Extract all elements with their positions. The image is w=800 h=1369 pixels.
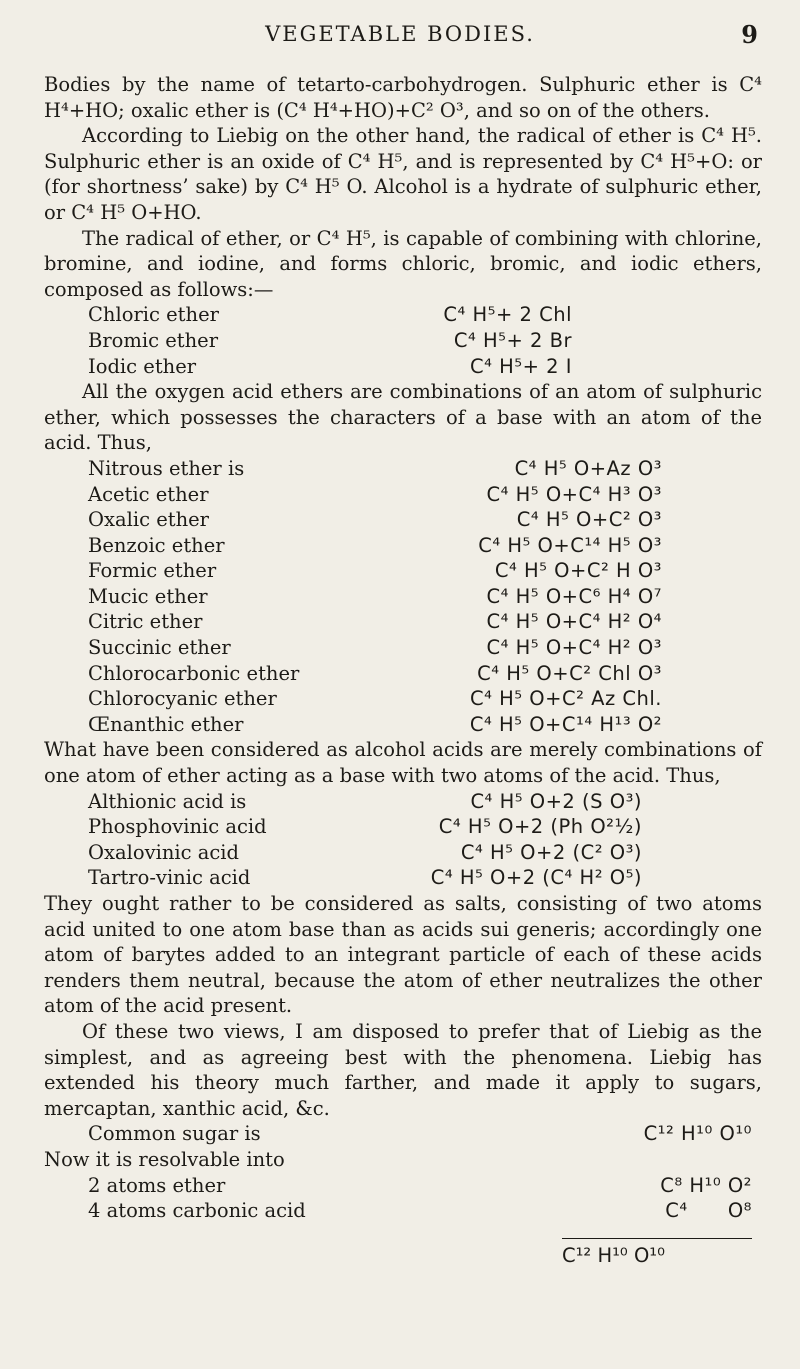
acid-formula: C⁴ H⁵ O+2 (Ph O²½): [438, 815, 642, 839]
ether-formula: C⁴ H⁵ O+C⁴ H² O³: [486, 636, 662, 660]
ether-formula: C⁴ H⁵ O+C⁴ H² O⁴: [486, 610, 662, 634]
page-number: 9: [741, 20, 758, 49]
ether-name: Chloric ether: [88, 303, 219, 327]
paragraph-1: Bodies by the name of tetarto-carbohydrogen. Sulphuric ether is C⁴ H⁴+HO; oxalic ether is (C⁴ H⁴+HO)+C² O³, and so on of the others.: [44, 73, 762, 122]
ether-formula: C⁴ H⁵ O+C⁴ H³ O³: [486, 482, 662, 506]
ether-name: Iodic ether: [88, 354, 197, 378]
table-row: [44, 814, 762, 840]
ether-formula: C⁴ H⁵+ 2 Chl: [443, 303, 572, 327]
page-header: [0, 22, 800, 52]
ether-name: Œnanthic ether: [88, 712, 244, 736]
alcohol-acids-table: [44, 789, 762, 891]
ether-name: Acetic ether: [88, 482, 209, 506]
ether-formula: C⁴ H⁵ O+C² O³: [516, 508, 662, 532]
ether-name: Chlorocarbonic ether: [88, 661, 300, 685]
table-row: [44, 354, 762, 380]
table-row: [44, 302, 762, 328]
acid-formula: C⁴ H⁵ O+2 (C² O³): [460, 840, 642, 864]
ether-name: Nitrous ether is: [88, 456, 245, 480]
running-title: VEGETABLE BODIES.: [265, 22, 535, 46]
ether-formula: C⁴ H⁵ O+C² Chl O³: [477, 661, 662, 685]
page-body: [44, 72, 762, 1267]
ether-name: Bromic ether: [88, 328, 219, 352]
ether-name: Oxalic ether: [88, 508, 209, 532]
ether-name: Citric ether: [88, 610, 203, 634]
table-row: [44, 712, 762, 738]
table-row: [44, 840, 762, 866]
table-row: [44, 789, 762, 815]
ether-formula: C⁴ H⁵ O+C¹⁴ H⁵ O³: [478, 533, 662, 557]
acid-name: Phosphovinic acid: [88, 815, 267, 839]
table-row: [44, 1121, 762, 1147]
part-name: 4 atoms carbonic acid: [88, 1199, 306, 1223]
table-row: [44, 1173, 762, 1199]
acid-formula: C⁴ H⁵ O+2 (S O³): [470, 789, 642, 813]
part-formula: C⁸ H¹⁰ O²: [660, 1173, 752, 1197]
part-name: 2 atoms ether: [88, 1173, 226, 1197]
ether-formula: C⁴ H⁵+ 2 Br: [453, 328, 572, 352]
paragraph-5: What have been considered as alcohol acids are merely combinations of one atom of ether acting as a base with two atoms of the acid. Thus,: [44, 738, 762, 788]
ether-formula: C⁴ H⁵ O+Az O³: [514, 456, 662, 480]
ether-formula: C⁴ H⁵ O+C² H O³: [494, 559, 662, 583]
acid-name: Oxalovinic acid: [88, 840, 240, 864]
table-row: [44, 533, 762, 559]
ether-name: Formic ether: [88, 559, 217, 583]
table-row: [44, 609, 762, 635]
sum-row: [44, 1238, 762, 1267]
total-formula: C¹² H¹⁰ O¹⁰: [562, 1238, 752, 1264]
acid-formula: C⁴ H⁵ O+2 (C⁴ H² O⁵): [430, 866, 642, 890]
table-row: [44, 865, 762, 891]
table-row: [44, 635, 762, 661]
oxygen-acid-ethers-table: [44, 456, 762, 738]
ether-name: Chlorocyanic ether: [88, 687, 277, 711]
paragraph-2: According to Liebig on the other hand, the radical of ether is C⁴ H⁵. Sulphuric ether is an oxide of C⁴ H⁵, and is represented by C⁴ H⁵+O: or (for shortness’ sake) by C⁴ H⁵ O. Alcohol is a hydrate of sulphuric ether, or C⁴ H⁵ O+HO.: [44, 124, 762, 224]
sugar-table: [44, 1121, 762, 1267]
table-row: [44, 584, 762, 610]
table-row: [44, 686, 762, 712]
paragraph-3: The radical of ether, or C⁴ H⁵, is capable of combining with chlorine, bromine, and iodine, and forms chloric, bromic, and iodic ethers, composed as follows:—: [44, 226, 762, 301]
ether-name: Mucic ether: [88, 584, 208, 608]
resolvable-line: Now it is resolvable into: [44, 1147, 285, 1171]
ether-formula: C⁴ H⁵+ 2 I: [469, 354, 572, 378]
table-row: [44, 558, 762, 584]
table-row: [44, 456, 762, 482]
sugar-label: Common sugar is: [88, 1122, 261, 1146]
halogen-ethers-table: [44, 302, 762, 379]
table-row: [44, 482, 762, 508]
table-row: [44, 507, 762, 533]
sugar-formula: C¹² H¹⁰ O¹⁰: [643, 1122, 752, 1146]
ether-name: Benzoic ether: [88, 533, 225, 557]
paragraph-7: Of these two views, I am disposed to prefer that of Liebig as the simplest, and as agreeing best with the phenomena. Liebig has extended his theory much farther, and made it apply to sugars, mercaptan, xanthic acid, &c.: [44, 1019, 762, 1120]
acid-name: Tartro-vinic acid: [88, 866, 251, 890]
ether-formula: C⁴ H⁵ O+C² Az Chl.: [470, 687, 662, 711]
paragraph-6: They ought rather to be considered as salts, consisting of two atoms acid united to one atom base than as acids sui generis; accordingly one atom of barytes added to an integrant particle of each of these acids renders them neutral, because the atom of ether neutralizes the other atom of the acid present.: [44, 892, 762, 1018]
table-row: [44, 328, 762, 354]
table-row: [44, 1198, 762, 1224]
ether-formula: C⁴ H⁵ O+C¹⁴ H¹³ O²: [469, 712, 662, 736]
table-row: [44, 661, 762, 687]
paragraph-4: All the oxygen acid ethers are combinations of an atom of sulphuric ether, which possesses the characters of a base with an atom of the acid. Thus,: [44, 380, 762, 455]
part-formula: C⁴ O⁸: [665, 1199, 752, 1223]
ether-formula: C⁴ H⁵ O+C⁶ H⁴ O⁷: [486, 584, 662, 608]
ether-name: Succinic ether: [88, 636, 231, 660]
acid-name: Althionic acid is: [88, 789, 247, 813]
